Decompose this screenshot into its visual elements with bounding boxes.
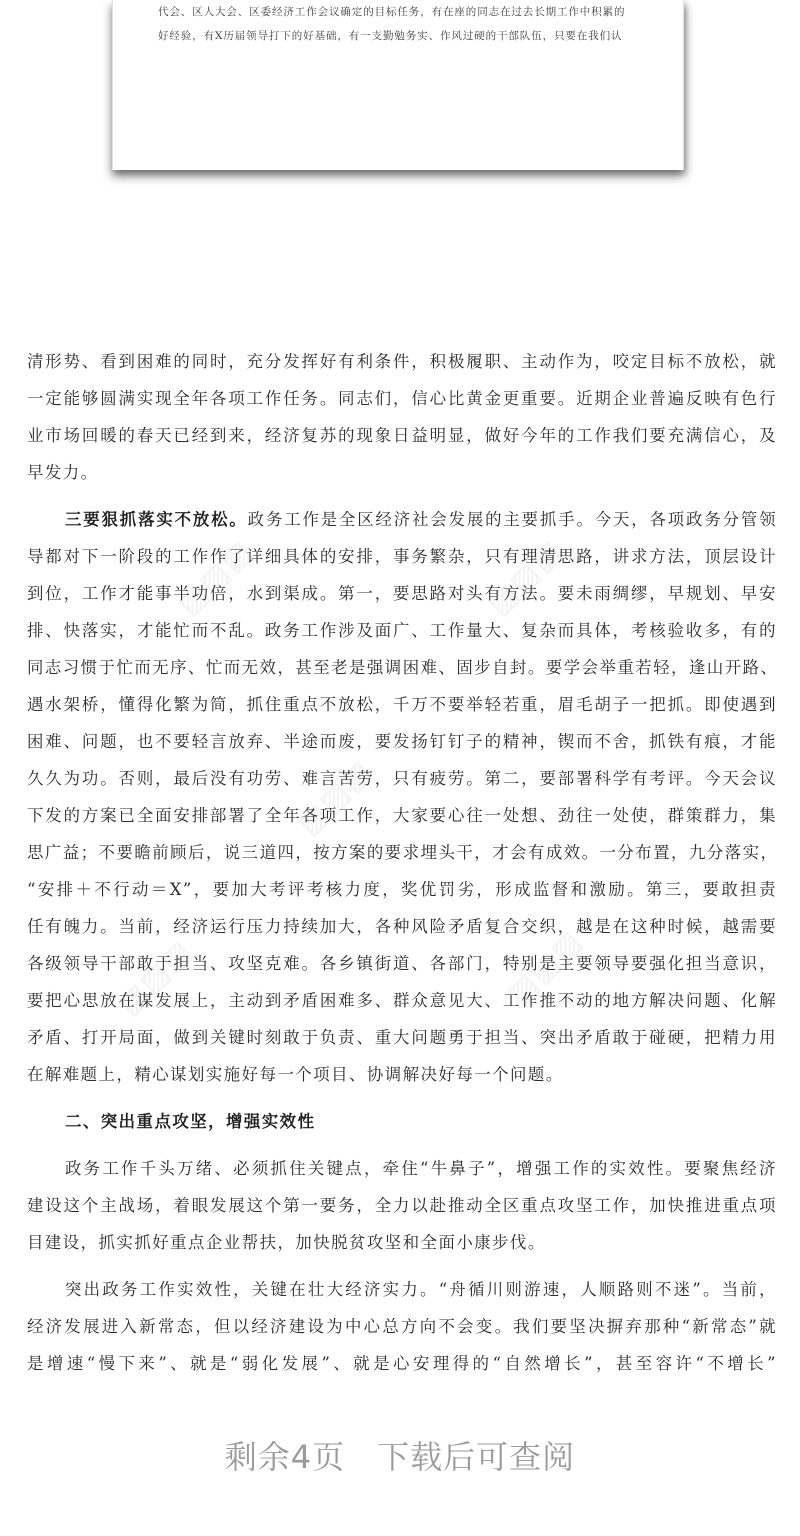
text-line: 是增速“慢下来”、就是“弱化发展”、就是心安理得的“自然增长”，甚至容许“不增长”	[27, 1354, 777, 1373]
text-line: 经济发展进入新常态，但以经济建设为中心总方向不会变。我们要坚决摒弃那种“新常态”就	[27, 1317, 777, 1336]
text-line: 同志习惯于忙而无序、忙而无效，甚至老是强调困难、固步自封。要学会举重若轻，逢山开路、	[27, 658, 779, 677]
text-line: 困难、问题，也不要轻言放弃、半途而废，要发扬钉钉子的精神，锲而不舍，抓铁有痕，才能	[27, 732, 777, 751]
paragraph-3	[27, 1150, 777, 1261]
paragraph-1	[27, 343, 777, 491]
text-line: 矛盾、打开局面，做到关键时刻敢于负责、重大问题勇于担当、突出矛盾敢于碰硬，把精力用	[27, 1028, 777, 1047]
preview-page-card	[112, 0, 684, 170]
text-line: 到位，工作才能事半功倍，水到渠成。第一，要思路对头有方法。要未雨绸缪，早规划、早安	[27, 584, 777, 603]
text-line: 目建设，抓实抓好重点企业帮扶，加快脱贫攻坚和全面小康步伐。	[27, 1233, 546, 1252]
paragraph-4	[27, 1271, 777, 1382]
preview-line-2: 好经验，有X历届领导打下的好基础，有一支勤勉务实、作风过硬的干部队伍，只要在我们认	[158, 30, 623, 42]
text-line: 早发力。	[27, 463, 99, 482]
section-heading: 二、突出重点攻坚，增强实效性	[65, 1112, 316, 1131]
section-lead: 三要狠抓落实不放松。	[65, 510, 248, 529]
text-line: 清形势、看到困难的同时，充分发挥好有利条件，积极履职、主动作为，咬定目标不放松，就	[27, 352, 777, 371]
download-to-view-label: 下载后可查阅	[377, 1438, 576, 1476]
text-line: 突出政务工作实效性，关键在壮大经济实力。“舟循川则游速，人顺路则不迷”。当前，	[65, 1280, 777, 1299]
text-line: “安排＋不行动＝X”，要加大考评考核力度，奖优罚劣，形成监督和激励。第三，要敢担责	[27, 880, 777, 899]
watermark: ▨▨▨	[480, 532, 571, 623]
text-line: 一定能够圆满实现全年各项工作任务。同志们，信心比黄金更重要。近期企业普遍反映有色行	[27, 389, 777, 408]
text-line: 建设这个主战场，着眼发展这个第一要务，全力以赴推动全区重点攻坚工作，加快推进重点项	[27, 1196, 777, 1215]
text-line: 遇水架桥，懂得化繁为简，抓住重点不放松，千万不要举轻若重，眉毛胡子一把抓。即使遇到	[27, 695, 777, 714]
text-line: 业市场回暖的春天已经到来，经济复苏的现象日益明显，做好今年的工作我们要充满信心，及	[27, 426, 777, 445]
text-line: 任有魄力。当前，经济运行压力持续加大，各种风险矛盾复合交织，越是在这种时候，越需要	[27, 917, 777, 936]
text-fragment: 政务工作是全区经济社会发展的主要抓手。今天，各项政务分管领	[247, 510, 778, 529]
remaining-pages-label: 剩余4页	[224, 1438, 346, 1476]
text-line: 政务工作千头万绪、必须抓住关键点，牵住“牛鼻子”，增强工作的实效性。要聚焦经济	[65, 1159, 777, 1178]
remaining-pages-notice[interactable]	[0, 1432, 800, 1478]
text-line: 各级领导干部敢于担当、攻坚克难。各乡镇街道、各部门，特别是主要领导要强化担当意识，	[27, 954, 777, 973]
watermark: ▨▨▨	[500, 922, 591, 1013]
text-line: 下发的方案已全面安排部署了全年各项工作，大家要心往一处想、劲往一处使，群策群力，集	[27, 806, 777, 825]
paragraph-2	[27, 501, 777, 1093]
text-line	[27, 501, 777, 538]
watermark: ▨▨▨	[170, 532, 261, 623]
text-line: 排、快落实，才能忙而不乱。政务工作涉及面广、工作量大、复杂而具体，考核验收多，有的	[27, 621, 777, 640]
text-line: 思广益；不要瞻前顾后，说三道四，按方案的要求埋头干，才会有成效。一分布置，九分落实，	[27, 843, 779, 862]
text-line: 导都对下一阶段的工作作了详细具体的安排，事务繁杂，只有理清思路，讲求方法，顶层设计	[27, 547, 777, 566]
document-body	[27, 343, 777, 1382]
text-line: 在解难题上，精心谋划实施好每一个项目、协调解决好每一个问题。	[27, 1065, 564, 1084]
watermark: ▨▨▨	[290, 752, 381, 843]
text-line: 要把心思放在谋发展上，主动到矛盾困难多、群众意见大、工作推不动的地方解决问题、化解	[27, 991, 777, 1010]
preview-line-1: 代会、区人大会、区委经济工作会议确定的目标任务，有在座的同志在过去长期工作中积累的	[158, 6, 626, 18]
watermark: ▨▨▨	[110, 932, 201, 1023]
text-line: 久久为功。否则，最后没有功劳、难言苦劳，只有疲劳。第二，要部署科学有考评。今天会议	[27, 769, 777, 788]
